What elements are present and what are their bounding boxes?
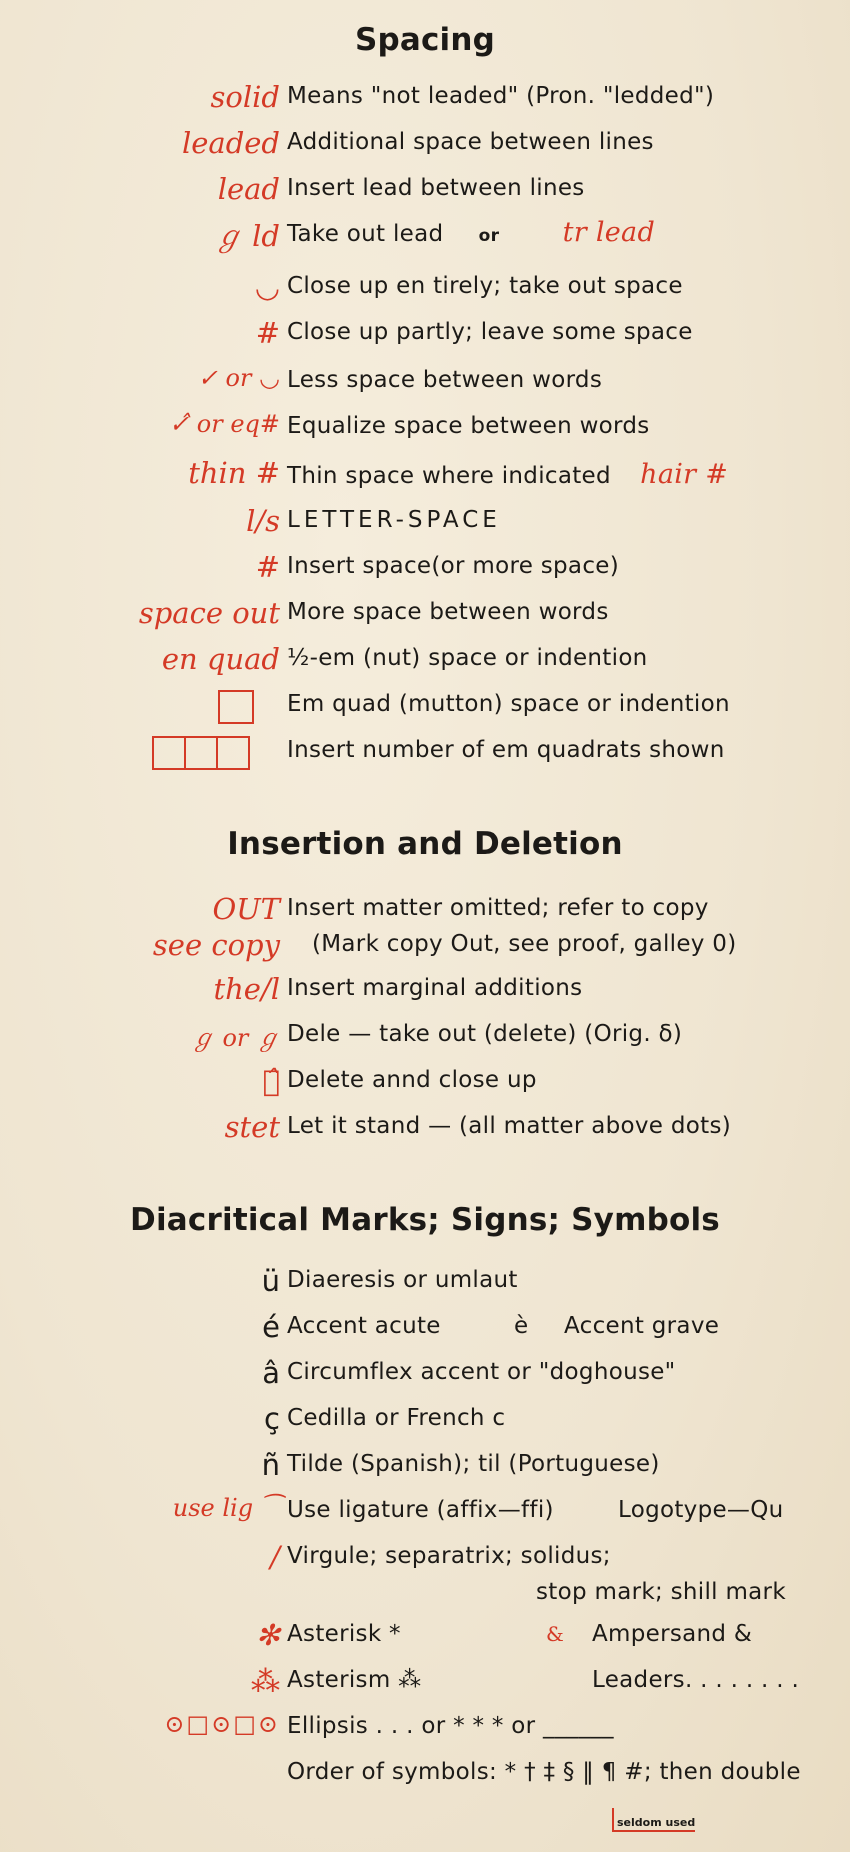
asterisk-mark-icon: ✻ [255, 1618, 280, 1652]
desc-dele: Dele — take out (delete) (Orig. δ) [287, 1021, 683, 1047]
desc-stop-mark: stop mark; shill mark [536, 1579, 786, 1605]
equalize-mark: ✓̂ or eq# [169, 410, 280, 438]
diacritical-heading: Diacritical Marks; Signs; Symbols [130, 1202, 720, 1238]
mark-the-l: the/l [213, 972, 280, 1006]
row-order-of-symbols [0, 1756, 850, 1800]
dele-mark-icon: ℊ or ℊ [190, 1024, 280, 1052]
desc-accent-grave: Accent grave [564, 1313, 720, 1339]
desc-take-out-lead [287, 217, 655, 248]
desc-cedilla: Cedilla or French c [287, 1405, 506, 1431]
mark-tr-lead: tr lead [562, 217, 656, 248]
desc-en-quad: ½-em (nut) space or indention [287, 645, 648, 671]
acute-mark: é [262, 1310, 280, 1344]
desc-diaeresis: Diaeresis or umlaut [287, 1267, 518, 1293]
desc-space-out: More space between words [287, 599, 609, 625]
row-circumflex [0, 1356, 850, 1400]
or-word: or [478, 226, 500, 246]
desc-em-quad: Em quad (mutton) space or indention [287, 691, 730, 717]
row-en-quad [0, 642, 850, 686]
desc-letter-space: LETTER-SPACE [287, 507, 501, 533]
ampersand-mark: & [546, 1622, 565, 1646]
desc-tilde: Tilde (Spanish); til (Portuguese) [287, 1451, 660, 1477]
row-stop-mark [0, 1576, 850, 1620]
row-diaeresis [0, 1264, 850, 1308]
asterism-mark-icon: ⁂ [251, 1664, 280, 1698]
desc-close-up-entirely: Close up en tirely; take out space [287, 273, 683, 299]
desc-thin-space [287, 459, 728, 490]
row-insert-space [0, 550, 850, 594]
desc-ellipsis: Ellipsis . . . or * * * or ______ [287, 1713, 614, 1739]
row-space-out [0, 596, 850, 640]
row-marginal [0, 972, 850, 1016]
thin-space-text: Thin space where indicated [287, 463, 611, 489]
desc-insert-space: Insert space(or more space) [287, 553, 619, 579]
mark-stet: stet [224, 1110, 280, 1144]
mark-space-out: space out [138, 596, 280, 630]
desc-solid: Means "not leaded" (Pron. "ledded") [287, 83, 715, 109]
space-mark-icon: # [255, 316, 280, 350]
umlaut-mark: ü [261, 1264, 280, 1298]
desc-virgule: Virgule; separatrix; solidus; [287, 1543, 611, 1569]
row-leaded [0, 126, 850, 170]
take-out-lead-text: Take out lead [287, 221, 444, 247]
desc-logotype: Logotype—Qu [618, 1497, 784, 1523]
row-see-copy [0, 928, 850, 972]
row-ligature [0, 1494, 850, 1538]
cedilla-mark: ç [264, 1402, 280, 1436]
desc-equalize: Equalize space between words [287, 413, 650, 439]
desc-asterisk: Asterisk * [287, 1621, 401, 1647]
row-em-quad [0, 688, 850, 732]
row-asterisk [0, 1618, 850, 1662]
space-mark-icon-2: # [255, 550, 280, 584]
mark-hair-space: hair # [640, 459, 729, 490]
close-up-icon: ◡ [254, 270, 280, 304]
mark-solid: solid [210, 80, 280, 114]
row-ellipsis [0, 1710, 850, 1754]
row-tilde [0, 1448, 850, 1492]
desc-close-up-partly: Close up partly; leave some space [287, 319, 693, 345]
desc-out: Insert matter omitted; refer to copy [287, 895, 709, 921]
row-cedilla [0, 1402, 850, 1446]
seldom-used-annotation: seldom used [612, 1808, 695, 1832]
circumflex-mark: â [262, 1356, 280, 1390]
tilde-mark: ñ [261, 1448, 280, 1482]
row-equalize [0, 410, 850, 454]
desc-lead: Insert lead between lines [287, 175, 585, 201]
desc-less-space: Less space between words [287, 367, 603, 393]
mark-thin-space: thin # [188, 456, 280, 490]
spacing-heading: Spacing [354, 22, 496, 58]
em-quad-box-icon [218, 690, 254, 724]
ellipsis-mark-icon: ⊙□⊙□⊙ [164, 1710, 280, 1738]
row-lead [0, 172, 850, 216]
desc-em-quadrats: Insert number of em quadrats shown [287, 737, 725, 763]
desc-ligature: Use ligature (affix—ffi) [287, 1497, 554, 1523]
mark-leaded: leaded [181, 126, 280, 160]
desc-leaded: Additional space between lines [287, 129, 654, 155]
mark-take-out-lead: ℊ ld [213, 219, 280, 253]
desc-leaders: Leaders. . . . . . . . [592, 1667, 800, 1693]
delete-close-mark-icon: ℊ̂ [262, 1064, 280, 1098]
desc-stet: Let it stand — (all matter above dots) [287, 1113, 731, 1139]
row-thin-space [0, 456, 850, 500]
row-dele [0, 1018, 850, 1062]
virgule-mark: / [270, 1540, 280, 1574]
row-em-quadrats [0, 734, 850, 778]
desc-see-copy: (Mark copy Out, see proof, galley 0) [312, 931, 737, 957]
desc-asterism: Asterism ⁂ [287, 1667, 422, 1693]
row-asterism [0, 1664, 850, 1708]
desc-delete-close: Delete annd close up [287, 1067, 537, 1093]
desc-marginal: Insert marginal additions [287, 975, 583, 1001]
mark-out: OUT [212, 892, 280, 926]
desc-circumflex: Circumflex accent or "doghouse" [287, 1359, 676, 1385]
row-less-space [0, 364, 850, 408]
desc-accent-acute: Accent acute [287, 1313, 441, 1339]
row-solid [0, 80, 850, 124]
row-letter-space [0, 504, 850, 548]
row-close-up-partly [0, 316, 850, 360]
grave-mark: è [514, 1313, 529, 1339]
desc-ampersand: Ampersand & [592, 1621, 753, 1647]
less-space-mark: ✓ or ◡ [197, 364, 280, 392]
desc-order-of-symbols: Order of symbols: * † ‡ § ‖ ¶ #; then double [287, 1759, 801, 1785]
row-stet [0, 1110, 850, 1154]
mark-use-lig: use lig ⁀ [172, 1494, 280, 1522]
mark-letter-space: l/s [246, 504, 280, 538]
mark-lead: lead [217, 172, 280, 206]
row-take-out-lead [0, 214, 850, 258]
row-close-up-entirely [0, 270, 850, 314]
insertion-heading: Insertion and Deletion [227, 826, 623, 862]
row-accent [0, 1310, 850, 1354]
row-delete-close [0, 1064, 850, 1108]
mark-see-copy: see copy [152, 928, 280, 962]
mark-en-quad: en quad [161, 642, 280, 676]
